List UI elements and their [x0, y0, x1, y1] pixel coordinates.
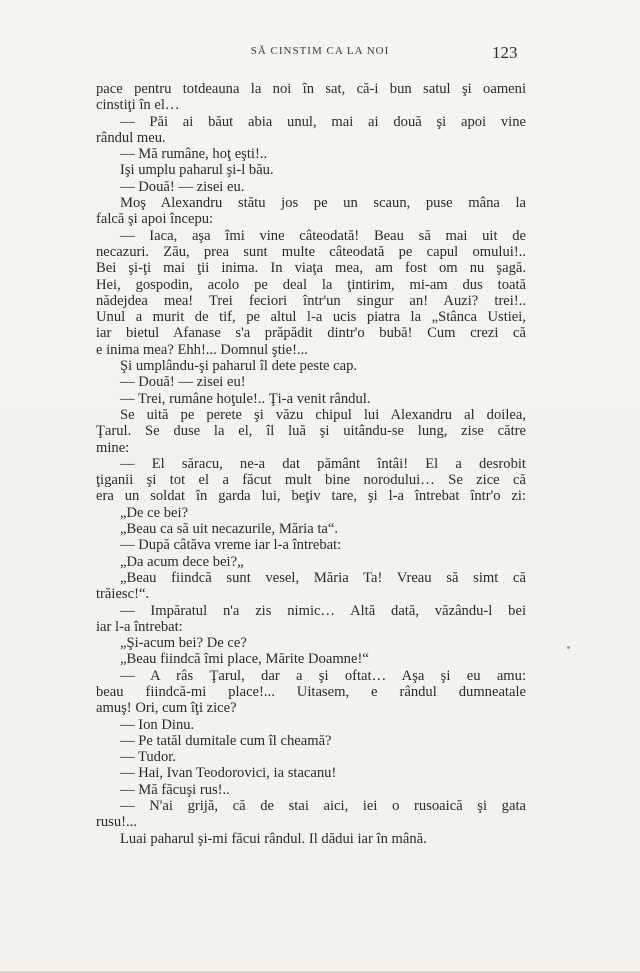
text-line: rândul meu. [96, 129, 166, 146]
text-line: mine: [96, 439, 130, 456]
text-line: Ţarul. Se duse la el, îl luă şi uitându-se lung, zise către [96, 423, 526, 440]
text-line: amuş! Ori, cum îţi zice? [96, 700, 237, 717]
text-line: — Hai, Ivan Teodorovici, ia stacanu! [120, 765, 337, 782]
text-line: Se uită pe perete şi văzu chipul lui Alexandru al doilea, [120, 406, 526, 423]
text-line: „Beau fiindcă îmi place, Mărite Doamne!“ [120, 651, 369, 668]
text-line: — După câtăva vreme iar l-a întrebat: [120, 537, 342, 554]
text-line: „De ce bei? [120, 504, 189, 521]
text-line: — Două! — zisei eu. [120, 178, 245, 195]
text-line: — El săracu, ne-a dat pământ întâi! El a desrobit [120, 455, 526, 472]
text-line: nădejdea mea! Trei feciori într'un singur an! Auzi? trei!.. [96, 292, 526, 309]
text-line: Moş Alexandru stătu jos pe un scaun, puse mâna la [120, 195, 526, 212]
text-line: ţiganii şi tot el a făcut mult bine norodului… Se zice că [96, 472, 526, 489]
text-line: — Ion Dinu. [120, 716, 195, 733]
text-line: trăiesc!“. [96, 586, 150, 603]
text-line: — Păi ai băut abia unul, mai ai două şi apoi vine [120, 113, 526, 130]
text-line: „Da acum dece bei?„ [120, 553, 244, 570]
text-line: necazuri. Zău, prea sunt multe câteodată pe capul omului!.. [96, 243, 526, 260]
text-line: „Şi-acum bei? De ce? [120, 635, 247, 652]
text-line: „Beau ca să uit necazurile, Măria ta“. [120, 521, 338, 538]
text-line: — Trei, rumâne hoţule!.. Ţi-a venit rândul. [120, 390, 371, 407]
text-line: Işi umplu paharul şi-l bău. [120, 162, 274, 179]
text-line: — Două! — zisei eu! [120, 374, 246, 391]
text-line: falcă şi apoi începu: [96, 211, 214, 228]
paper-speck [567, 646, 570, 649]
text-line: Unul a murit de tif, pe altul l-a ucis piatra la „Stânca Ustiei, [96, 309, 526, 326]
text-line: — Mă făcuşi rus!.. [120, 781, 230, 798]
text-line: pace pentru totdeauna la noi în sat, că-i bun satul şi oameni [96, 81, 526, 97]
text-line: iar bietul Afanase s'a prăpădit dintr'o bubă! Cum crezi că [96, 325, 526, 342]
text-line: era un soldat în garda lui, beţiv tare, şi l-a întrebat într'o zi: [96, 488, 526, 505]
text-line: — A râs Ţarul, dar a şi oftat… Aşa şi eu amu: [120, 667, 526, 684]
text-line: — Iaca, aşa îmi vine câteodată! Beau să mai uit de [120, 227, 526, 244]
text-line: Luai paharul şi-mi făcui rândul. Il dădui iar în mână. [120, 830, 427, 847]
text-line: e inima mea? Ehh!... Domnul ştie!... [96, 341, 308, 358]
body-text [96, 81, 526, 847]
text-line: — Pe tatăl dumitale cum îl cheamă? [120, 732, 332, 749]
text-line: Hei, gospodin, acolo pe deal la ţintirim, mi-am dus toată [96, 276, 526, 293]
running-title: SĂ CINSTIM CA LA NOI [250, 45, 390, 57]
text-line: Şi umplându-şi paharul îl dete peste cap. [120, 358, 358, 375]
text-line: cinstiţi în el… [96, 97, 180, 114]
text-line: rusu!... [96, 814, 137, 831]
text-line: — N'ai grijă, că de stai aici, iei o rusoaică şi gata [120, 798, 526, 815]
text-line: — Mă rumâne, hoţ eşti!.. [120, 146, 268, 163]
text-line: — Impăratul n'a zis nimic… Altă dată, văzându-l bei [120, 602, 526, 619]
text-line: iar l-a întrebat: [96, 618, 183, 635]
text-line: Bei şi-ţi mai ţii inima. In viaţa mea, am fost om nu şagă. [96, 260, 526, 277]
text-line: — Tudor. [120, 749, 176, 766]
page-number: 123 [492, 43, 518, 62]
text-line: beau fiindcă-mi place!... Uitasem, e rândul dumneatale [96, 683, 526, 700]
text-line: „Beau fiindcă sunt vesel, Măria Ta! Vreau să simt că [120, 569, 526, 586]
